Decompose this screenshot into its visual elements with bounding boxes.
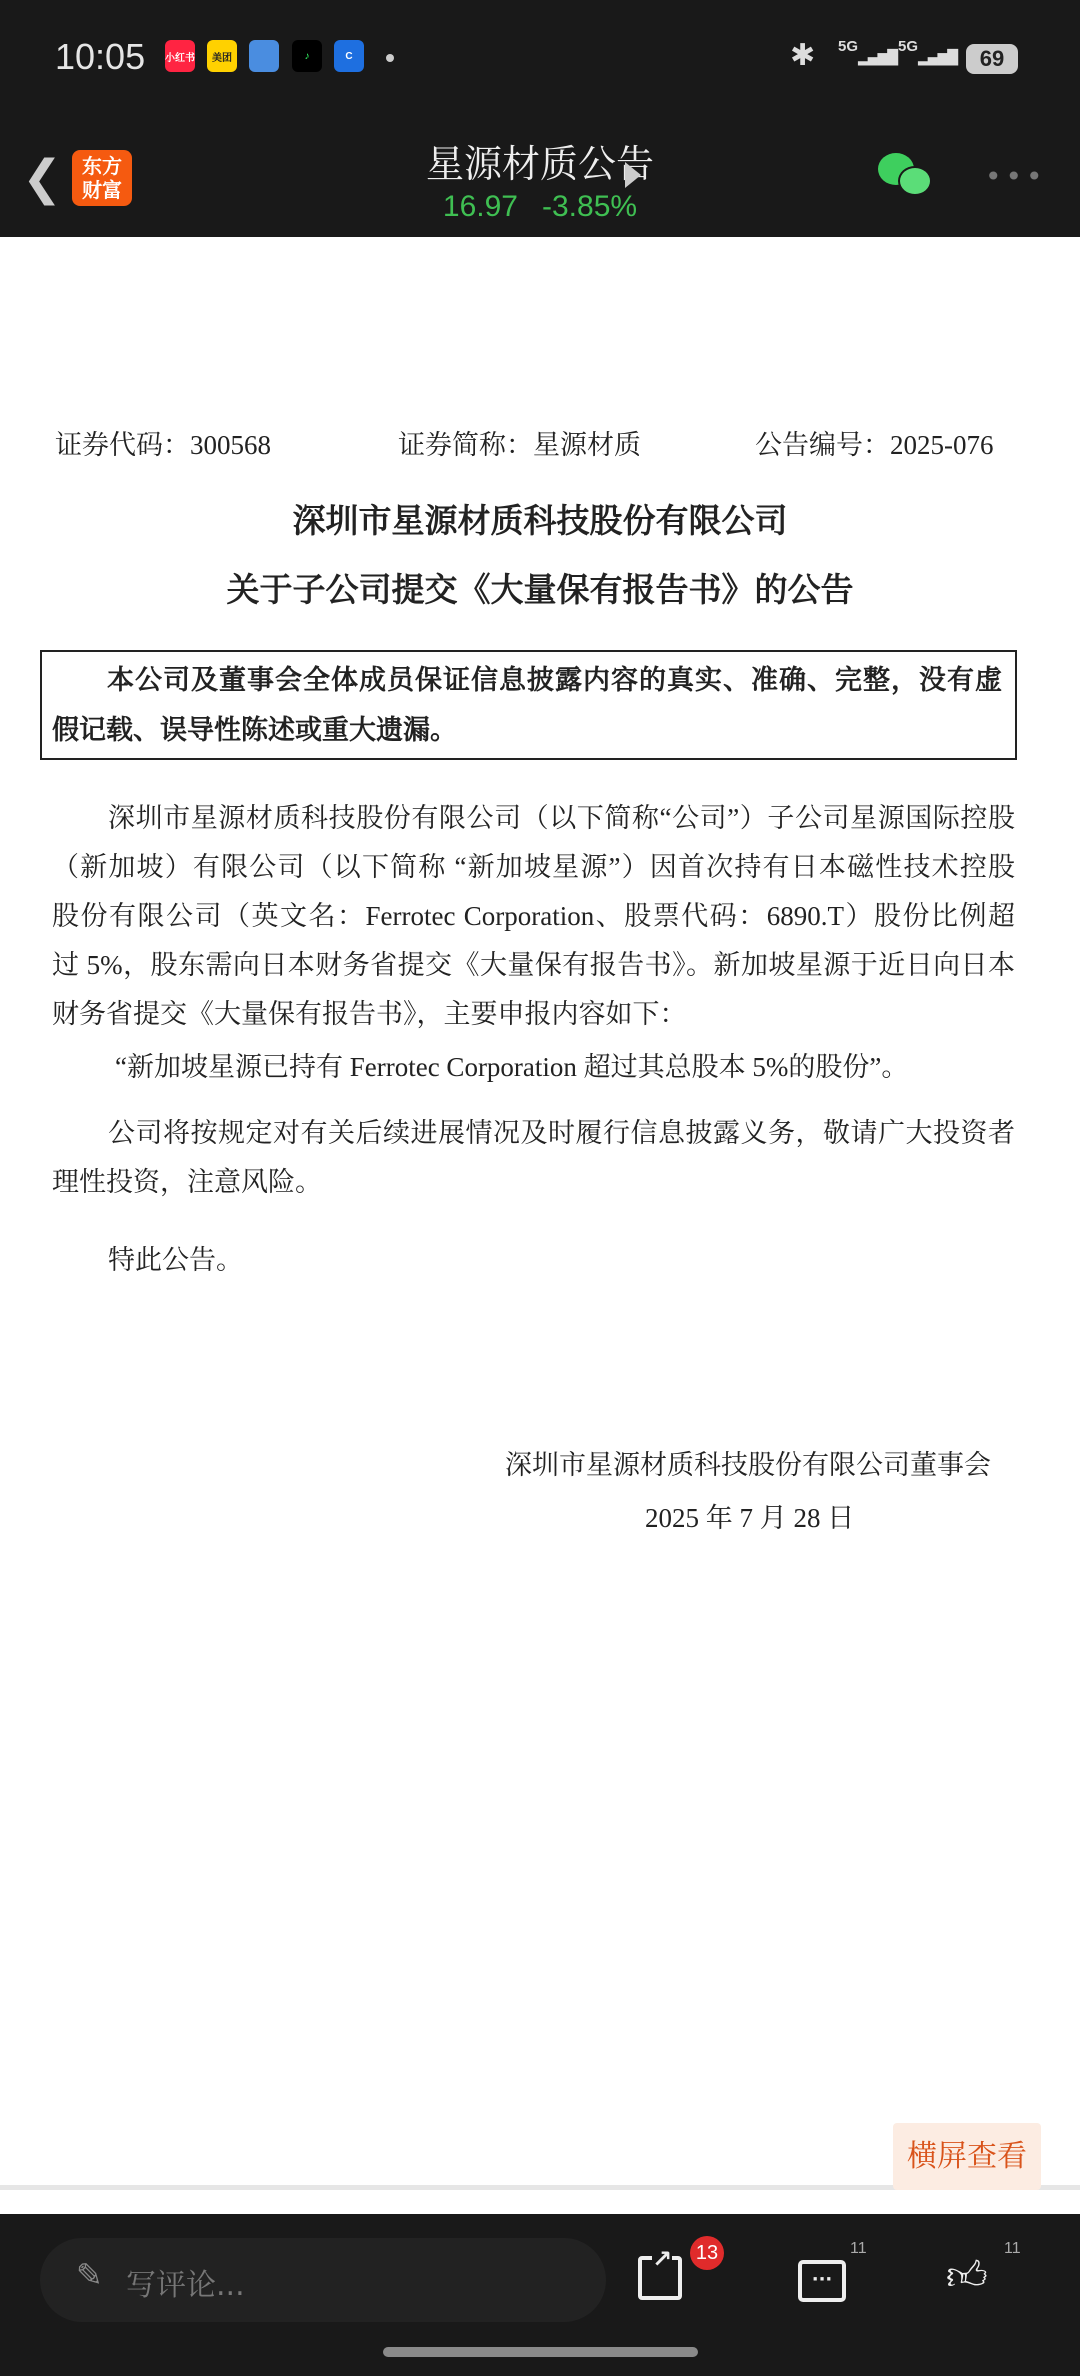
closing: 特此公告。 xyxy=(108,1245,243,1275)
bluetooth-icon: ✱ xyxy=(790,38,816,73)
meituan-icon: 美团 xyxy=(207,40,237,72)
comment-count: 11 xyxy=(850,2240,867,2257)
signal-icon: ▂▄▆█ xyxy=(858,50,898,66)
disclaimer-line: 本公司及董事会全体成员保证信息披露内容的真实、准确、完整，没有虚 xyxy=(107,665,1002,695)
comment-placeholder: 写评论... xyxy=(126,2268,245,2303)
paragraph-line: 深圳市星源材质科技股份有限公司（以下简称“公司”）子公司星源国际控股 xyxy=(108,803,1015,833)
date: 2025 年 7 月 28 日 xyxy=(645,1503,855,1533)
landscape-view-button[interactable]: 横屏查看 xyxy=(893,2123,1041,2190)
notification-dot xyxy=(386,54,394,62)
quote-line: “新加坡星源已持有 Ferrotec Corporation 超过其总股本 5%的股份”。 xyxy=(115,1052,909,1082)
like-icon[interactable]: 👍︎ xyxy=(946,2253,988,2299)
home-indicator[interactable] xyxy=(383,2347,698,2357)
paragraph-line: （新加坡）有限公司（以下简称 “新加坡星源”）因首次持有日本磁性技术控股 xyxy=(52,852,1015,882)
app-icon: ♪ xyxy=(292,40,322,72)
status-time: 10:05 xyxy=(55,36,146,77)
stock-change: -3.85% xyxy=(542,190,638,223)
like-count: 11 xyxy=(1004,2240,1021,2257)
signal-5g-label: 5G xyxy=(838,38,859,55)
paragraph-line: 理性投资，注意风险。 xyxy=(52,1167,322,1197)
disclaimer-line: 假记载、误导性陈述或重大遗漏。 xyxy=(52,715,457,745)
stock-price: 16.97 xyxy=(442,190,518,223)
share-count-badge: 13 xyxy=(690,2236,724,2270)
stock-code: 证券代码：300568 xyxy=(55,430,271,460)
stock-short-name: 证券简称：星源材质 xyxy=(398,430,641,460)
eastmoney-logo: 东方 财富 xyxy=(72,150,132,206)
wechat-share-icon[interactable] xyxy=(898,166,932,196)
battery-icon: 69 xyxy=(966,44,1018,74)
app-icon xyxy=(249,40,279,72)
announcement-title: 关于子公司提交《大量保有报告书》的公告 xyxy=(226,573,854,609)
comment-input[interactable] xyxy=(40,2238,606,2322)
signature: 深圳市星源材质科技股份有限公司董事会 xyxy=(505,1450,991,1480)
paragraph-line: 股份有限公司（英文名：Ferrotec Corporation、股票代码：6890.T）股份比例超 xyxy=(52,901,1015,931)
app-icon: C xyxy=(334,40,364,72)
signal-icon: ▂▄▆█ xyxy=(918,50,958,66)
pencil-icon: ✎ xyxy=(76,2256,103,2294)
share-arrow-icon: ↗ xyxy=(652,2245,673,2273)
next-arrow-icon[interactable] xyxy=(625,162,641,188)
xiaohongshu-icon: 小红书 xyxy=(165,40,195,72)
company-title: 深圳市星源材质科技股份有限公司 xyxy=(292,504,788,540)
signal-5g-label: 5G xyxy=(898,38,919,55)
back-icon[interactable]: ❮ xyxy=(22,150,63,206)
notice-number: 公告编号：2025-076 xyxy=(755,430,994,460)
page-title: 星源材质公告 xyxy=(425,142,654,186)
paragraph-line: 公司将按规定对有关后续进展情况及时履行信息披露义务，敬请广大投资者 xyxy=(108,1118,1015,1148)
comment-icon[interactable]: ··· xyxy=(798,2260,846,2302)
paragraph-line: 财务省提交《大量保有报告书》，主要申报内容如下： xyxy=(52,999,687,1029)
paragraph-line: 过 5%，股东需向日本财务省提交《大量保有报告书》。新加坡星源于近日向日本 xyxy=(52,950,1015,980)
more-icon[interactable]: ••• xyxy=(985,160,1047,193)
